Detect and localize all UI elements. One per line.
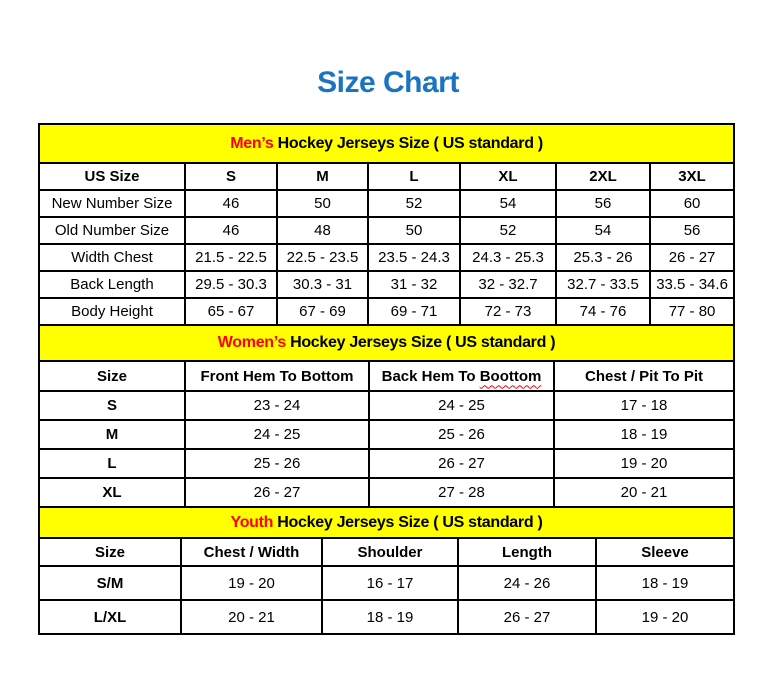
cell-value: 19 - 20 (554, 449, 734, 478)
row-label: Body Height (39, 298, 185, 325)
row-label: Old Number Size (39, 217, 185, 244)
mens-col-header-m: M (277, 163, 368, 190)
row-label: XL (39, 478, 185, 507)
cell-value: 25 - 26 (185, 449, 369, 478)
table-row (39, 600, 734, 634)
table-row (39, 391, 734, 420)
cell-value: 50 (368, 217, 460, 244)
row-label: New Number Size (39, 190, 185, 217)
row-label: S (39, 391, 185, 420)
cell-value: 32.7 - 33.5 (556, 271, 650, 298)
youth-col-header-chest-width: Chest / Width (181, 538, 322, 566)
table-row (39, 420, 734, 449)
cell-value: 16 - 17 (322, 566, 458, 600)
cell-value: 23 - 24 (185, 391, 369, 420)
cell-value: 26 - 27 (458, 600, 596, 634)
table-row (39, 244, 734, 271)
womens-section-highlight: Women’s (217, 334, 286, 351)
table-row (39, 298, 734, 325)
cell-value: 24 - 25 (369, 391, 554, 420)
cell-value: 18 - 19 (596, 566, 734, 600)
cell-value: 77 - 80 (650, 298, 734, 325)
mens-col-header-3xl: 3XL (650, 163, 734, 190)
youth-section-highlight: Youth (230, 513, 274, 531)
table-row (39, 566, 734, 600)
womens-section-header (39, 325, 734, 361)
youth-col-header-size: Size (39, 538, 181, 566)
table-row (39, 271, 734, 298)
cell-value: 48 (277, 217, 368, 244)
womens-col-header-front-hem: Front Hem To Bottom (185, 361, 369, 391)
cell-value: 65 - 67 (185, 298, 277, 325)
womens-section-title: Hockey Jerseys Size ( US standard ) (285, 334, 556, 351)
cell-value: 72 - 73 (460, 298, 556, 325)
cell-value: 54 (556, 217, 650, 244)
table-row (39, 190, 734, 217)
mens-col-header-2xl: 2XL (556, 163, 650, 190)
table-row (39, 449, 734, 478)
row-label: L (39, 449, 185, 478)
cell-value: 18 - 19 (554, 420, 734, 449)
row-label: S/M (39, 566, 181, 600)
cell-value: 23.5 - 24.3 (368, 244, 460, 271)
cell-value: 25.3 - 26 (556, 244, 650, 271)
youth-size-table (38, 506, 735, 635)
cell-value: 33.5 - 34.6 (650, 271, 734, 298)
cell-value: 20 - 21 (181, 600, 322, 634)
cell-value: 24.3 - 25.3 (460, 244, 556, 271)
mens-col-header-us-size: US Size (39, 163, 185, 190)
cell-value: 19 - 20 (596, 600, 734, 634)
row-label: L/XL (39, 600, 181, 634)
cell-value: 26 - 27 (369, 449, 554, 478)
cell-value: 32 - 32.7 (460, 271, 556, 298)
mens-section-band (39, 124, 734, 163)
table-row (39, 217, 734, 244)
cell-value: 69 - 71 (368, 298, 460, 325)
cell-value: 26 - 27 (185, 478, 369, 507)
womens-col-header-chest: Chest / Pit To Pit (554, 361, 734, 391)
youth-col-header-length: Length (458, 538, 596, 566)
youth-section-band (39, 507, 734, 538)
cell-value: 19 - 20 (181, 566, 322, 600)
cell-value: 20 - 21 (554, 478, 734, 507)
cell-value: 30.3 - 31 (277, 271, 368, 298)
mens-section-header (39, 124, 734, 163)
cell-value: 56 (650, 217, 734, 244)
youth-header-row (39, 538, 734, 566)
cell-value: 29.5 - 30.3 (185, 271, 277, 298)
cell-value: 17 - 18 (554, 391, 734, 420)
cell-value: 50 (277, 190, 368, 217)
mens-col-header-s: S (185, 163, 277, 190)
row-label: Back Length (39, 271, 185, 298)
table-row (39, 478, 734, 507)
cell-value: 24 - 25 (185, 420, 369, 449)
youth-section-header (39, 507, 734, 538)
mens-header-row (39, 163, 734, 190)
cell-value: 26 - 27 (650, 244, 734, 271)
mens-section-highlight: Men’s (230, 134, 274, 152)
misspelled-word: Boottom (479, 367, 542, 385)
cell-value: 52 (368, 190, 460, 217)
cell-value: 22.5 - 23.5 (277, 244, 368, 271)
cell-value: 46 (185, 217, 277, 244)
size-chart (38, 123, 733, 635)
womens-col-header-back-hem: Back Hem To Boottom (369, 361, 554, 391)
cell-value: 52 (460, 217, 556, 244)
page-title: Size Chart (317, 66, 459, 99)
youth-col-header-shoulder: Shoulder (322, 538, 458, 566)
mens-section-title: Hockey Jerseys Size ( US standard ) (273, 134, 543, 152)
row-label: M (39, 420, 185, 449)
row-label: Width Chest (39, 244, 185, 271)
mens-col-header-l: L (368, 163, 460, 190)
cell-value: 27 - 28 (369, 478, 554, 507)
cell-value: 25 - 26 (369, 420, 554, 449)
cell-value: 46 (185, 190, 277, 217)
cell-value: 67 - 69 (277, 298, 368, 325)
cell-value: 31 - 32 (368, 271, 460, 298)
cell-value: 18 - 19 (322, 600, 458, 634)
youth-section-title: Hockey Jerseys Size ( US standard ) (273, 513, 543, 531)
womens-section-band (39, 325, 734, 361)
cell-value: 54 (460, 190, 556, 217)
cell-value: 74 - 76 (556, 298, 650, 325)
cell-value: 56 (556, 190, 650, 217)
womens-header-row (39, 361, 734, 391)
mens-size-table (38, 123, 735, 326)
cell-value: 24 - 26 (458, 566, 596, 600)
cell-value: 21.5 - 22.5 (185, 244, 277, 271)
womens-col-header-size: Size (39, 361, 185, 391)
womens-size-table (38, 324, 735, 508)
youth-col-header-sleeve: Sleeve (596, 538, 734, 566)
mens-col-header-xl: XL (460, 163, 556, 190)
cell-value: 60 (650, 190, 734, 217)
